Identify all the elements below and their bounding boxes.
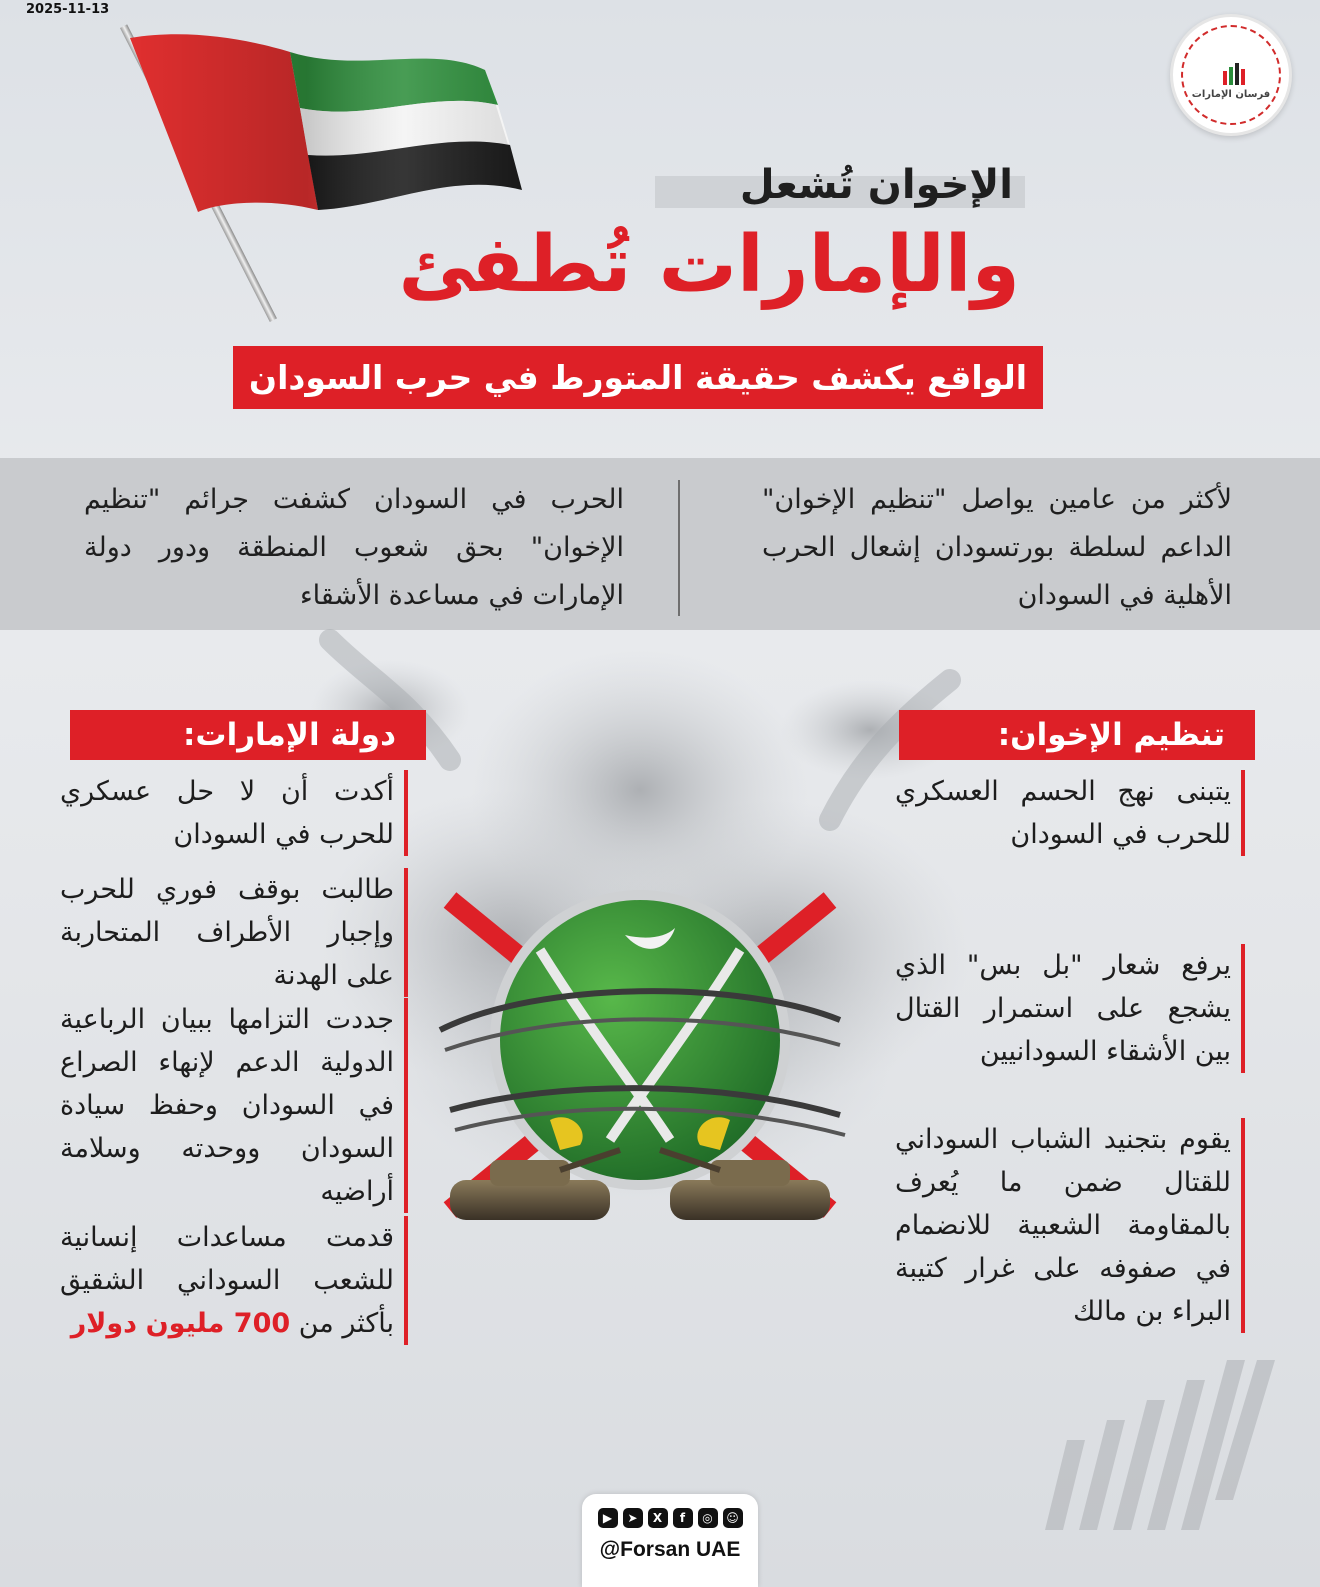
- logo-text: فرسان الإمارات: [1191, 89, 1271, 100]
- intro-band: [0, 458, 1320, 630]
- uae-header: دولة الإمارات:: [70, 710, 426, 760]
- brotherhood-emblem-illustration: [420, 880, 860, 1240]
- telegram-icon[interactable]: ➤: [623, 1508, 643, 1528]
- intro-right-text: لأكثر من عامين يواصل "تنظيم الإخوان" الداعم لسلطة بورتسودان إشعال الحرب الأهلية في السودان: [762, 484, 1232, 611]
- subtitle-banner: الواقع يكشف حقيقة المتورط في حرب السودان: [233, 346, 1043, 409]
- uae-aid-text: قدمت مساعدات إنسانية للشعب السوداني الشقيق بأكثر من: [60, 1222, 394, 1339]
- title-line2: والإمارات تُطفئ: [398, 220, 1020, 310]
- intro-left-text: الحرب في السودان كشفت جرائم "تنظيم الإخوان" بحق شعوب المنطقة ودور دولة الإمارات في مساعدة الأشقاء: [84, 484, 624, 611]
- social-handle[interactable]: @Forsan UAE: [599, 1538, 741, 1561]
- title-line1-container: [655, 162, 1025, 208]
- snapchat-icon[interactable]: ☺: [723, 1508, 743, 1528]
- x-icon[interactable]: X: [648, 1508, 668, 1528]
- uae-item-1: أكدت أن لا حل عسكري للحرب في السودان: [60, 770, 408, 856]
- social-footer: [582, 1494, 758, 1587]
- intro-divider: [678, 480, 680, 616]
- forsan-uae-logo: [1170, 14, 1292, 136]
- facebook-icon[interactable]: f: [673, 1508, 693, 1528]
- uae-aid-amount: 700 مليون: [145, 1308, 291, 1339]
- decorative-stripes: [1045, 1360, 1285, 1540]
- brotherhood-header: تنظيم الإخوان:: [899, 710, 1255, 760]
- uae-item-3: جددت التزامها ببيان الرباعية الدولية الدعم لإنهاء الصراع في السودان وحفظ سيادة السودان ووحدته وسلامة أراضيه: [60, 998, 408, 1213]
- date-stamp: 2025-11-13: [26, 2, 110, 17]
- uae-flag-image: [130, 30, 550, 220]
- brotherhood-item-3: يقوم بتجنيد الشباب السوداني للقتال ضمن ما يُعرف بالمقاومة الشعبية للانضمام في صفوفه على غرار كتيبة البراء بن مالك: [895, 1118, 1245, 1333]
- uae-item-2: طالبت بوقف فوري للحرب وإجبار الأطراف المتحاربة على الهدنة: [60, 868, 408, 997]
- instagram-icon[interactable]: ◎: [698, 1508, 718, 1528]
- uae-aid-currency: دولار: [70, 1308, 138, 1339]
- uae-item-4: [60, 1216, 408, 1345]
- brotherhood-item-1: يتبنى نهج الحسم العسكري للحرب في السودان: [895, 770, 1245, 856]
- youtube-icon[interactable]: ▶: [598, 1508, 618, 1528]
- logo-mark-icon: [1221, 61, 1247, 87]
- brotherhood-item-2: يرفع شعار "بل بس" الذي يشجع على استمرار القتال بين الأشقاء السودانيين: [895, 944, 1245, 1073]
- social-icons: [582, 1508, 758, 1528]
- title-line1: الإخوان تُشعل: [739, 162, 1013, 208]
